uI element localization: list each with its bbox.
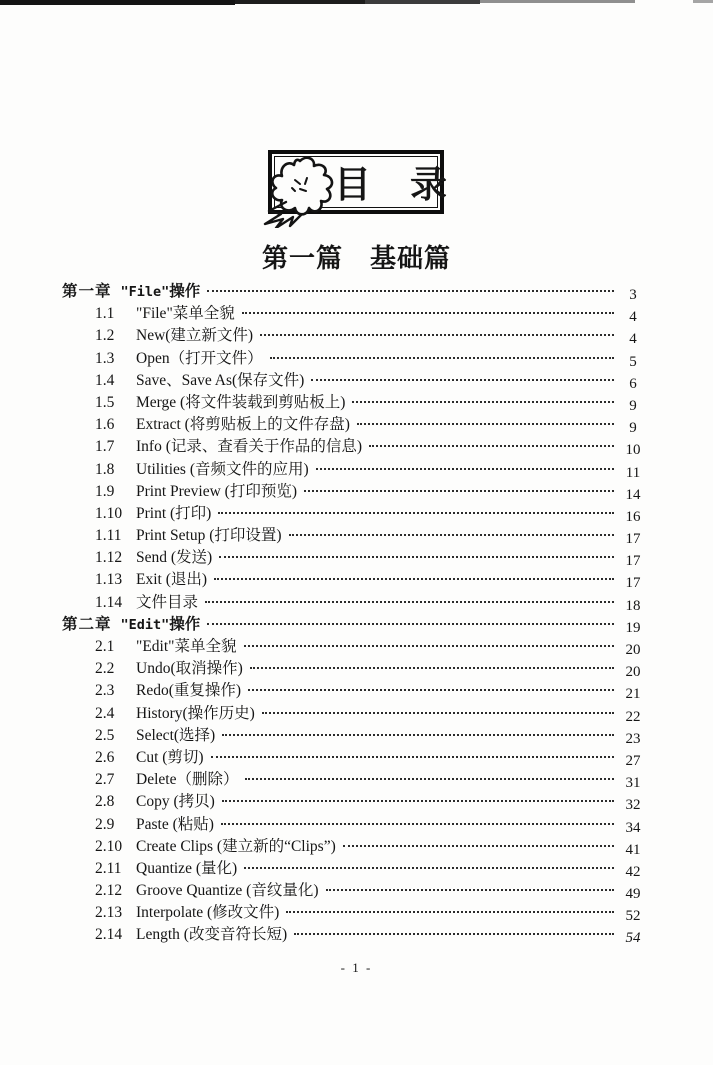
plum-blossom-icon — [262, 154, 346, 228]
page-number: - 1 - — [340, 960, 373, 975]
entry-title: Utilities (音频文件的应用) — [136, 460, 309, 478]
entry-title: Delete（删除） — [136, 771, 239, 789]
entry-title — [121, 612, 201, 634]
entry-title: New(建立新文件) — [136, 327, 254, 345]
toc-entry — [62, 479, 647, 501]
entry-page: 9 — [629, 420, 637, 437]
entry-page: 11 — [625, 464, 641, 481]
entry-number: 2.2 — [95, 660, 115, 678]
toc-entry — [62, 767, 647, 792]
entry-title: Copy (拷贝) — [136, 793, 215, 811]
dot-leader — [205, 601, 614, 603]
entry-title-zh: 操作 — [169, 615, 201, 633]
toc-entry — [62, 834, 647, 856]
dot-leader — [222, 800, 614, 802]
entry-page: 17 — [625, 575, 641, 592]
entry-number: 2.4 — [95, 704, 115, 722]
entry-title: Paste (粘贴) — [136, 815, 214, 833]
dot-leader — [219, 556, 614, 558]
entry-number: 1.11 — [95, 527, 122, 545]
toc-entry — [62, 789, 647, 814]
entry-title: "File"菜单全貌 — [136, 305, 235, 323]
entry-number: 2.12 — [95, 882, 123, 900]
toc-entry — [62, 346, 647, 368]
entry-number: 1.1 — [95, 305, 115, 323]
entry-title: Extract (将剪贴板上的文件存盘) — [136, 416, 350, 434]
dot-leader — [207, 623, 614, 625]
entry-number: 2.1 — [95, 638, 115, 655]
entry-title: Quantize (量化) — [136, 859, 238, 877]
entry-title: Create Clips (建立新的“Clips”) — [136, 837, 336, 855]
entry-number: 1.7 — [95, 438, 115, 456]
entry-chapter-label: 第一章 — [62, 283, 112, 300]
entry-page: 49 — [625, 886, 641, 903]
entry-page: 21 — [625, 686, 641, 703]
dot-leader — [286, 911, 614, 913]
toc-entry — [62, 567, 647, 592]
dot-leader — [244, 867, 614, 869]
dot-leader — [260, 334, 614, 336]
dot-leader — [207, 290, 614, 292]
entry-page: 52 — [625, 908, 641, 925]
toc-entry — [62, 545, 647, 570]
scan-artifact — [365, 0, 480, 4]
entry-number: 1.13 — [95, 571, 123, 589]
entry-code: "Edit" — [120, 616, 170, 633]
entry-title: Undo(取消操作) — [136, 660, 243, 678]
entry-code: "File" — [120, 284, 170, 300]
entry-chapter-label: 第二章 — [62, 615, 112, 633]
entry-page: 5 — [629, 353, 637, 370]
dot-leader — [343, 845, 614, 847]
toc-entry — [62, 323, 647, 348]
dot-leader — [211, 756, 614, 758]
dot-leader — [245, 778, 614, 780]
scan-artifact — [693, 0, 713, 3]
toc-entry — [62, 856, 647, 878]
dot-leader — [270, 357, 614, 359]
entry-title: Merge (将文件装载到剪贴板上) — [136, 393, 346, 411]
toc-list — [62, 279, 647, 945]
dot-leader — [369, 445, 614, 447]
dot-leader — [221, 823, 614, 825]
entry-page: 27 — [625, 752, 641, 769]
entry-page: 4 — [629, 331, 637, 348]
toc-entry — [62, 900, 647, 925]
dot-leader — [304, 490, 614, 492]
entry-page: 22 — [625, 708, 641, 725]
entry-number: 2.14 — [95, 926, 123, 944]
entry-title: History(操作历史) — [136, 704, 255, 722]
toc-title-box — [268, 150, 448, 214]
toc-entry — [62, 457, 647, 479]
entry-page: 20 — [625, 664, 641, 681]
toc-entry — [62, 523, 647, 548]
dot-leader — [222, 734, 614, 736]
page-title: 目 录 — [334, 164, 448, 206]
toc-entry — [62, 501, 647, 523]
entry-page: 10 — [625, 442, 641, 459]
scan-artifact — [235, 0, 365, 4]
entry-title: Open（打开文件） — [136, 349, 263, 367]
toc-entry — [62, 390, 647, 412]
dot-leader — [357, 423, 614, 425]
entry-title: Select(选择) — [136, 726, 216, 744]
toc-entry — [62, 701, 647, 723]
entry-page: 17 — [625, 531, 641, 548]
entry-page: 17 — [625, 553, 641, 570]
entry-page: 34 — [625, 819, 641, 836]
part-heading: 第一篇 基础篇 — [261, 244, 451, 273]
entry-page: 3 — [629, 287, 637, 303]
dot-leader — [294, 933, 614, 935]
entry-title: Groove Quantize (音纹量化) — [136, 882, 319, 900]
dot-leader — [262, 712, 614, 714]
dot-leader — [289, 534, 614, 536]
toc-entry — [62, 279, 647, 301]
entry-page: 32 — [625, 797, 641, 814]
entry-number: 2.13 — [95, 904, 123, 922]
entry-title-zh: 操作 — [169, 283, 201, 300]
entry-page: 20 — [625, 642, 641, 658]
entry-number: 2.11 — [95, 859, 122, 877]
dot-leader — [214, 578, 614, 580]
entry-title: 文件目录 — [136, 593, 199, 611]
entry-number: 1.5 — [95, 393, 115, 411]
entry-title: "Edit"菜单全貌 — [136, 638, 237, 655]
entry-title: Interpolate (修改文件) — [136, 904, 280, 922]
dot-leader — [311, 379, 614, 381]
entry-page: 14 — [625, 486, 641, 503]
entry-number: 2.3 — [95, 682, 115, 700]
toc-entry — [62, 590, 647, 612]
entry-page: 54 — [625, 930, 641, 947]
entry-title: Info (记录、查看关于作品的信息) — [136, 438, 363, 456]
entry-number: 1.10 — [95, 504, 123, 522]
entry-number: 1.6 — [95, 416, 115, 434]
toc-entry — [62, 612, 647, 634]
dot-leader — [248, 689, 614, 691]
entry-number: 1.8 — [95, 460, 115, 478]
toc-entry — [62, 301, 647, 326]
entry-page: 9 — [629, 397, 637, 414]
scan-artifact — [0, 0, 235, 5]
entry-title: Send (发送) — [136, 549, 213, 567]
dot-leader — [250, 667, 614, 669]
entry-title: Exit (退出) — [136, 571, 208, 589]
entry-title: Length (改变音符长短) — [136, 926, 288, 944]
dot-leader — [244, 645, 615, 647]
entry-page: 16 — [625, 508, 641, 525]
entry-page: 41 — [625, 841, 641, 858]
entry-number: 1.14 — [95, 593, 123, 611]
toc-entry — [62, 922, 647, 947]
entry-number: 2.10 — [95, 837, 123, 855]
entry-page: 6 — [629, 375, 637, 392]
entry-title: Cut (剪切) — [136, 748, 204, 766]
dot-leader — [316, 468, 614, 470]
toc-entry — [62, 723, 647, 745]
entry-number: 2.8 — [95, 793, 115, 811]
toc-entry — [62, 368, 647, 390]
dot-leader — [326, 889, 614, 891]
dot-leader — [242, 312, 614, 314]
entry-title: Save、Save As(保存文件) — [136, 371, 305, 389]
entry-title: Print (打印) — [136, 504, 212, 522]
entry-number: 1.3 — [95, 349, 115, 367]
entry-page: 31 — [625, 775, 641, 792]
entry-page: 42 — [625, 863, 641, 880]
dot-leader — [352, 401, 614, 403]
toc-entry — [62, 412, 647, 437]
entry-page: 23 — [625, 730, 641, 747]
entry-number: 2.5 — [95, 726, 115, 744]
toc-entry — [62, 656, 647, 681]
entry-title: Print Preview (打印预览) — [136, 482, 298, 500]
entry-number: 2.6 — [95, 748, 115, 766]
entry-number: 1.9 — [95, 482, 115, 500]
entry-page: 18 — [625, 597, 641, 614]
toc-entry — [62, 434, 647, 459]
toc-entry — [62, 812, 647, 834]
toc-entry — [62, 878, 647, 903]
scan-artifact — [480, 0, 635, 3]
entry-title: Redo(重复操作) — [136, 682, 242, 700]
entry-number: 1.2 — [95, 327, 115, 345]
entry-title: Print Setup (打印设置) — [136, 527, 282, 545]
entry-number: 1.12 — [95, 549, 123, 567]
entry-number: 2.9 — [95, 815, 115, 833]
toc-entry — [62, 745, 647, 767]
toc-entry — [62, 678, 647, 703]
entry-title — [121, 279, 201, 301]
entry-page: 19 — [625, 619, 641, 636]
entry-number: 1.4 — [95, 371, 115, 389]
entry-page: 4 — [629, 309, 637, 326]
dot-leader — [218, 512, 614, 514]
toc-entry — [62, 634, 647, 656]
entry-number: 2.7 — [95, 771, 115, 789]
